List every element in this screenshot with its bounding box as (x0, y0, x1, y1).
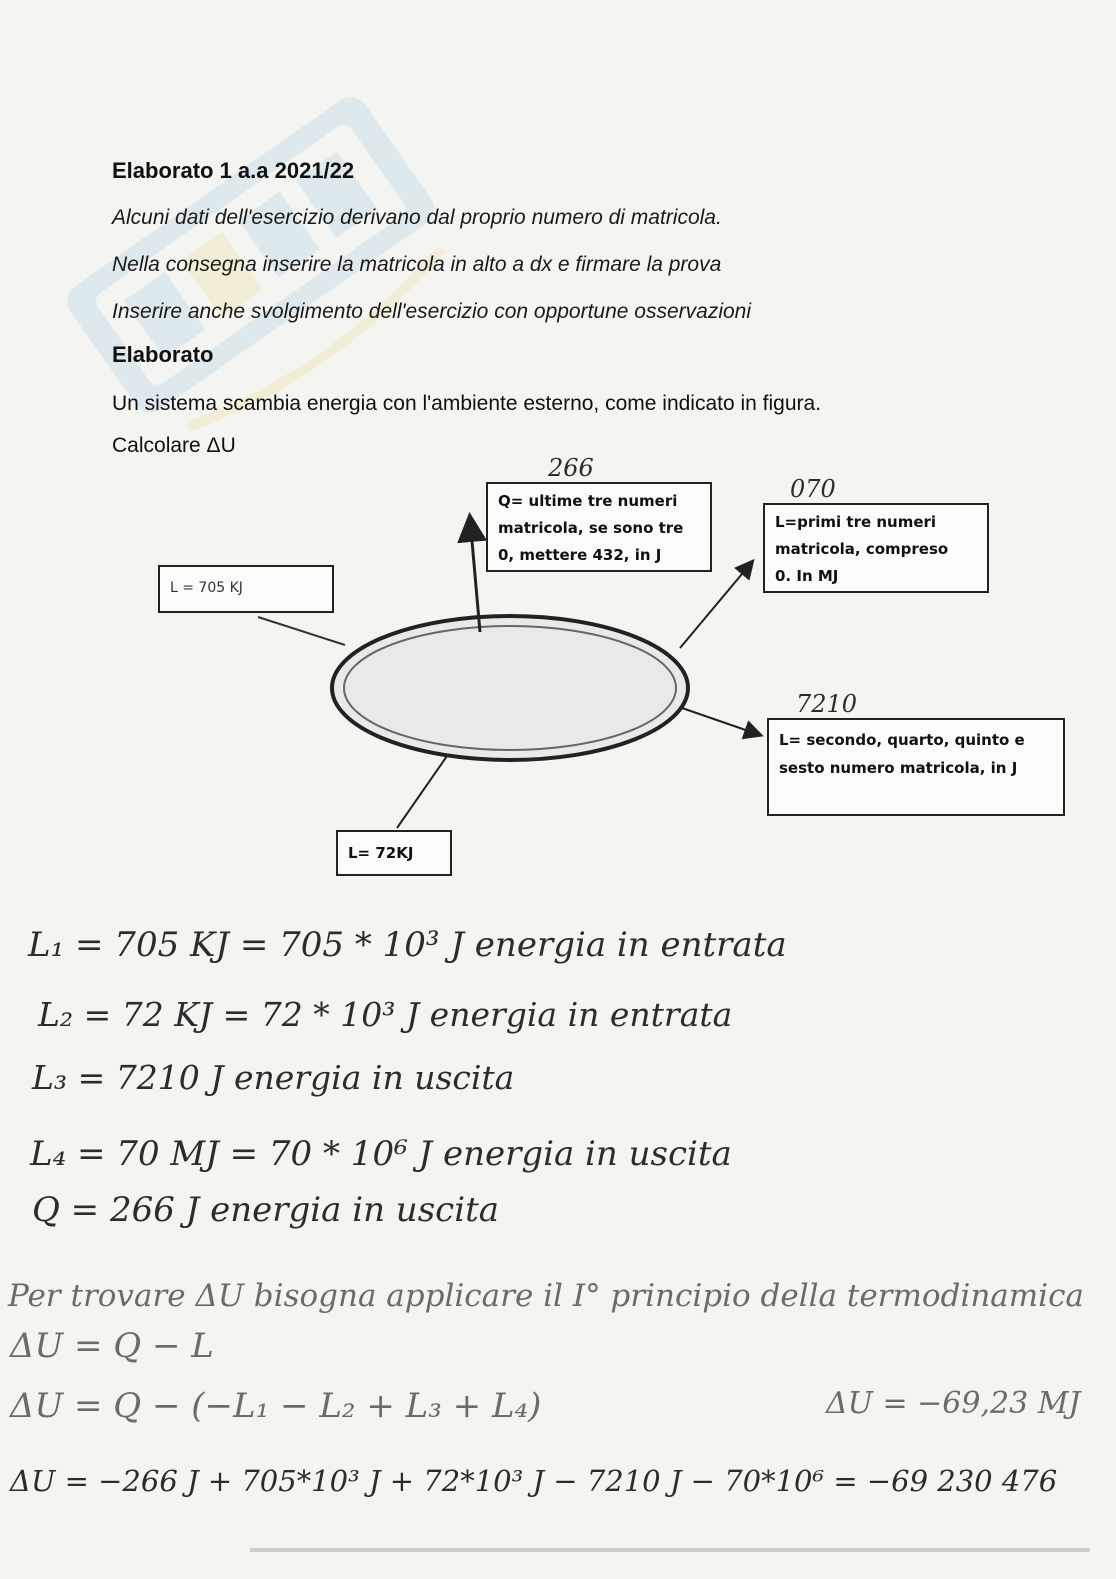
top-q-box (486, 482, 712, 572)
scan-edge-line (250, 1548, 1090, 1552)
problem-statement: Un sistema scambia energia con l'ambiente esterno, come indicato in figura. (112, 392, 822, 415)
lower-right-l-arrow (682, 708, 760, 735)
instruction-line-1: Alcuni dati dell'esercizio derivano dal proprio numero di matricola. (112, 206, 722, 229)
right-l-line-1: L=primi tre numeri (775, 513, 937, 531)
bottom-l-label: L= 72KJ (348, 844, 414, 862)
right-l-box (763, 503, 989, 593)
right-l-line-3: 0. In MJ (775, 567, 839, 585)
left-l-connector (258, 617, 345, 645)
top-q-line-2: matricola, se sono tre (498, 519, 684, 537)
instruction-line-2: Nella consegna inserire la matricola in alto a dx e firmare la prova (112, 253, 722, 276)
problem-task: Calcolare ΔU (112, 434, 236, 457)
right-l-arrow (680, 562, 752, 648)
lower-right-l-line-2: sesto numero matricola, in J (779, 759, 1018, 777)
section-heading: Elaborato (112, 342, 214, 367)
lower-right-l-box (767, 718, 1065, 816)
solution-line-2: L₂ = 72 KJ = 72 * 10³ J energia in entrata (38, 995, 733, 1034)
top-q-line-3: 0, mettere 432, in J (498, 546, 662, 564)
solution-line-5: Q = 266 J energia in uscita (32, 1190, 500, 1230)
annotation-right-value: 070 (790, 475, 836, 503)
annotation-lower-right-value: 7210 (796, 690, 858, 718)
solution-line-4: L₄ = 70 MJ = 70 * 10⁶ J energia in uscita (30, 1134, 732, 1174)
left-l-box (158, 565, 334, 613)
q-arrow (470, 518, 480, 632)
bottom-l-box (336, 830, 452, 876)
system-ellipse (332, 616, 688, 760)
result-value: ΔU = −69,23 MJ (826, 1386, 1081, 1421)
solution-line-3: L₃ = 7210 J energia in uscita (32, 1058, 515, 1097)
top-q-line-1: Q= ultime tre numeri (498, 492, 678, 510)
solution-explanation: Per trovare ΔU bisogna applicare il I° principio della termodinamica (8, 1278, 1084, 1314)
right-l-line-2: matricola, compreso (775, 540, 949, 558)
annotation-q-value: 266 (548, 454, 594, 482)
formula-first-law: ΔU = Q − L (10, 1326, 214, 1366)
instruction-line-3: Inserire anche svolgimento dell'esercizio con opportune osservazioni (112, 300, 752, 323)
formula-expanded: ΔU = Q − (−L₁ − L₂ + L₃ + L₄) (10, 1386, 542, 1426)
document-title: Elaborato 1 a.a 2021/22 (112, 158, 355, 183)
lower-right-l-line-1: L= secondo, quarto, quinto e (779, 731, 1025, 749)
bottom-l-connector (397, 756, 447, 828)
final-computation: ΔU = −266 J + 705*10³ J + 72*10³ J − 7210 J − 70*10⁶ = −69 230 476 (10, 1464, 1058, 1498)
left-l-label: L = 705 KJ (170, 580, 243, 596)
solution-line-1: L₁ = 705 KJ = 705 * 10³ J energia in entrata (28, 925, 787, 965)
